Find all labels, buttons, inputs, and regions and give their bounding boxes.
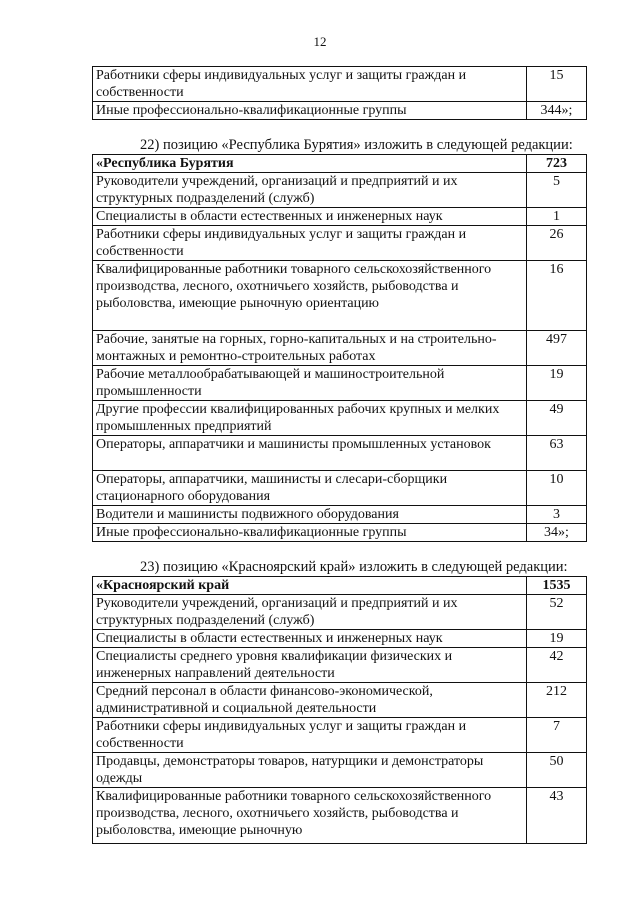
region-total: 723 [527, 155, 587, 173]
row-value: 5 [527, 173, 587, 208]
row-name: Рабочие, занятые на горных, горно-капитальных и на строительно-монтажных и ремонтно-строительных работах [93, 331, 527, 366]
row-value: 1 [527, 208, 587, 226]
row-value: 344»; [527, 102, 587, 120]
table-top [92, 66, 587, 120]
row-name: Специалисты среднего уровня квалификации физических и инженерных направлений деятельности [93, 648, 527, 683]
table-row [93, 753, 587, 788]
region-name: «Республика Бурятия [93, 155, 527, 173]
row-name: Работники сферы индивидуальных услуг и защиты граждан и собственности [93, 67, 527, 102]
row-value: 3 [527, 506, 587, 524]
row-value: 50 [527, 753, 587, 788]
table-row [93, 331, 587, 366]
section-22-intro: 22) позицию «Республика Бурятия» изложить в следующей редакции: [140, 137, 573, 153]
row-value: 19 [527, 366, 587, 401]
table-row [93, 102, 587, 120]
table-header-row [93, 577, 587, 595]
row-name: Средний персонал в области финансово-экономической, административной и социальной деятельности [93, 683, 527, 718]
table-row [93, 524, 587, 542]
table-header-row [93, 155, 587, 173]
row-name: Руководители учреждений, организаций и предприятий и их структурных подразделений (служб) [93, 173, 527, 208]
table-row [93, 401, 587, 436]
row-name: Рабочие металлообрабатывающей и машиностроительной промышленности [93, 366, 527, 401]
page-number: 12 [313, 34, 327, 49]
row-value: 19 [527, 630, 587, 648]
row-value: 42 [527, 648, 587, 683]
table-row [93, 595, 587, 630]
row-name: Работники сферы индивидуальных услуг и защиты граждан и собственности [93, 226, 527, 261]
table-section-23 [92, 576, 587, 844]
row-value: 34»; [527, 524, 587, 542]
table-section-22 [92, 154, 587, 542]
row-name: Руководители учреждений, организаций и предприятий и их структурных подразделений (служб) [93, 595, 527, 630]
row-name: Иные профессионально-квалификационные группы [93, 524, 527, 542]
section-23-intro: 23) позицию «Красноярский край» изложить в следующей редакции: [140, 559, 568, 575]
row-value: 43 [527, 788, 587, 844]
table-row [93, 683, 587, 718]
row-value: 63 [527, 436, 587, 471]
table-row [93, 173, 587, 208]
table-row [93, 471, 587, 506]
row-value: 10 [527, 471, 587, 506]
row-name: Квалифицированные работники товарного сельскохозяйственного производства, лесного, охотничьего хозяйств, рыбоводства и рыболовства, имеющие рыночную [93, 788, 527, 844]
table-row [93, 436, 587, 471]
row-name: Продавцы, демонстраторы товаров, натурщики и демонстраторы одежды [93, 753, 527, 788]
row-name: Водители и машинисты подвижного оборудования [93, 506, 527, 524]
region-total: 1535 [527, 577, 587, 595]
row-name: Специалисты в области естественных и инженерных наук [93, 208, 527, 226]
row-name: Иные профессионально-квалификационные группы [93, 102, 527, 120]
table-row [93, 261, 587, 331]
table-row [93, 208, 587, 226]
region-name: «Красноярский край [93, 577, 527, 595]
row-value: 26 [527, 226, 587, 261]
row-name: Операторы, аппаратчики, машинисты и слесари-сборщики стационарного оборудования [93, 471, 527, 506]
row-value: 7 [527, 718, 587, 753]
row-value: 497 [527, 331, 587, 366]
row-value: 49 [527, 401, 587, 436]
table-row [93, 506, 587, 524]
table-row [93, 226, 587, 261]
table-row [93, 366, 587, 401]
row-name: Специалисты в области естественных и инженерных наук [93, 630, 527, 648]
row-value: 16 [527, 261, 587, 331]
row-value: 52 [527, 595, 587, 630]
table-row [93, 718, 587, 753]
row-value: 15 [527, 67, 587, 102]
table-row [93, 67, 587, 102]
table-row [93, 630, 587, 648]
table-row [93, 788, 587, 844]
row-value: 212 [527, 683, 587, 718]
row-name: Другие профессии квалифицированных рабочих крупных и мелких промышленных предприятий [93, 401, 527, 436]
row-name: Работники сферы индивидуальных услуг и защиты граждан и собственности [93, 718, 527, 753]
row-name: Операторы, аппаратчики и машинисты промышленных установок [93, 436, 527, 471]
table-row [93, 648, 587, 683]
row-name: Квалифицированные работники товарного сельскохозяйственного производства, лесного, охотничьего хозяйств, рыбоводства и рыболовства, имеющие рыночную ориентацию [93, 261, 527, 331]
